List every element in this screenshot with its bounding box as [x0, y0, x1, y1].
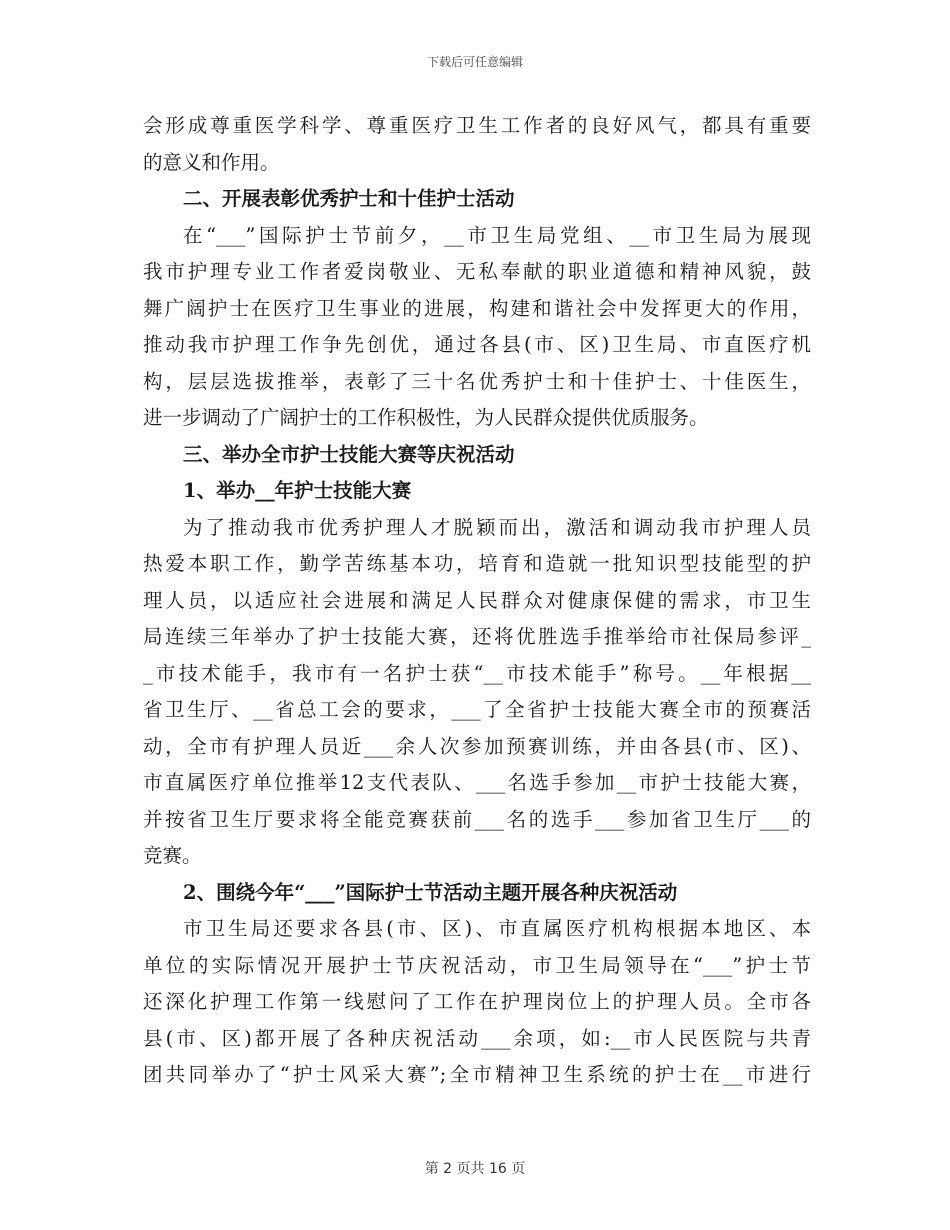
subsection-heading: 2、围绕今年“___”国际护士节活动主题开展各种庆祝活动	[183, 880, 678, 904]
paragraph-line: 市直属医疗单位推举12支代表队、___名选手参加__市护士技能大赛，	[143, 771, 811, 794]
paragraph-line: 的意义和作用。	[143, 150, 280, 174]
paragraph-line: 构，层层选拔推举，表彰了三十名优秀护士和十佳护士、十佳医生，	[143, 369, 811, 393]
paragraph-line: 市卫生局还要求各县(市、区)、市直属医疗机构根据本地区、本	[183, 917, 811, 940]
paragraph-line: 县(市、区)都开展了各种庆祝活动___余项，如:__市人民医院与共青	[143, 1026, 811, 1050]
paragraph-line: 动，全市有护理人员近___余人次参加预赛训练，并由各县(市、区)、	[143, 734, 811, 758]
paragraph-line: 我市护理专业工作者爱岗敬业、无私奉献的职业道德和精神风貌，鼓	[143, 260, 811, 283]
document-body	[143, 108, 811, 1094]
paragraph-line: 理人员，以适应社会进展和满足人民群众对健康保健的需求，市卫生	[143, 588, 811, 612]
subsection-heading: 1、举办__年护士技能大赛	[183, 479, 412, 502]
section-heading: 二、开展表彰优秀护士和十佳护士活动	[183, 187, 515, 210]
paragraph-line: 在“___”国际护士节前夕，__市卫生局党组、__市卫生局为展现	[183, 223, 811, 247]
paragraph-line: 省卫生厅、__省总工会的要求，___了全省护士技能大赛全市的预赛活	[143, 698, 811, 721]
paragraph-line: 会形成尊重医学科学、尊重医疗卫生工作者的良好风气，都具有重要	[143, 114, 811, 137]
paragraph-line: 热爱本职工作，勤学苦练基本功，培育和造就一批知识型技能型的护	[143, 552, 811, 575]
paragraph-line: 为了推动我市优秀护理人才脱颖而出，激活和调动我市护理人员	[183, 515, 811, 539]
paragraph-line: _市技术能手，我市有一名护士获“__市技术能手”称号。__年根据__	[143, 661, 811, 685]
page-number-footer: 第 2 页共 16 页	[424, 1161, 526, 1177]
paragraph-line: 进一步调动了广阔护士的工作积极性，为人民群众提供优质服务。	[143, 406, 709, 429]
paragraph-line: 还深化护理工作第一线慰问了工作在护理岗位上的护理人员。全市各	[143, 990, 811, 1013]
paragraph-line: 团共同举办了“护士风采大赛”;全市精神卫生系统的护士在__市进行	[143, 1063, 811, 1086]
paragraph-line: 局连续三年举办了护士技能大赛，还将优胜选手推举给市社保局参评_	[143, 625, 811, 648]
section-heading: 三、举办全市护士技能大赛等庆祝活动	[183, 442, 515, 466]
paragraph-line: 推动我市护理工作争先创优，通过各县(市、区)卫生局、市直医疗机	[143, 333, 811, 356]
paragraph-line: 并按省卫生厅要求将全能竞赛获前___名的选手___参加省卫生厅___的	[143, 807, 811, 831]
paragraph-line: 单位的实际情况开展护士节庆祝活动，市卫生局领导在“___”护士节	[143, 953, 811, 977]
page-header: 下载后可任意编辑	[426, 55, 523, 69]
paragraph-line: 舞广阔护士在医疗卫生事业的进展，构建和谐社会中发挥更大的作用，	[143, 296, 811, 320]
paragraph-line: 竞赛。	[143, 844, 202, 867]
